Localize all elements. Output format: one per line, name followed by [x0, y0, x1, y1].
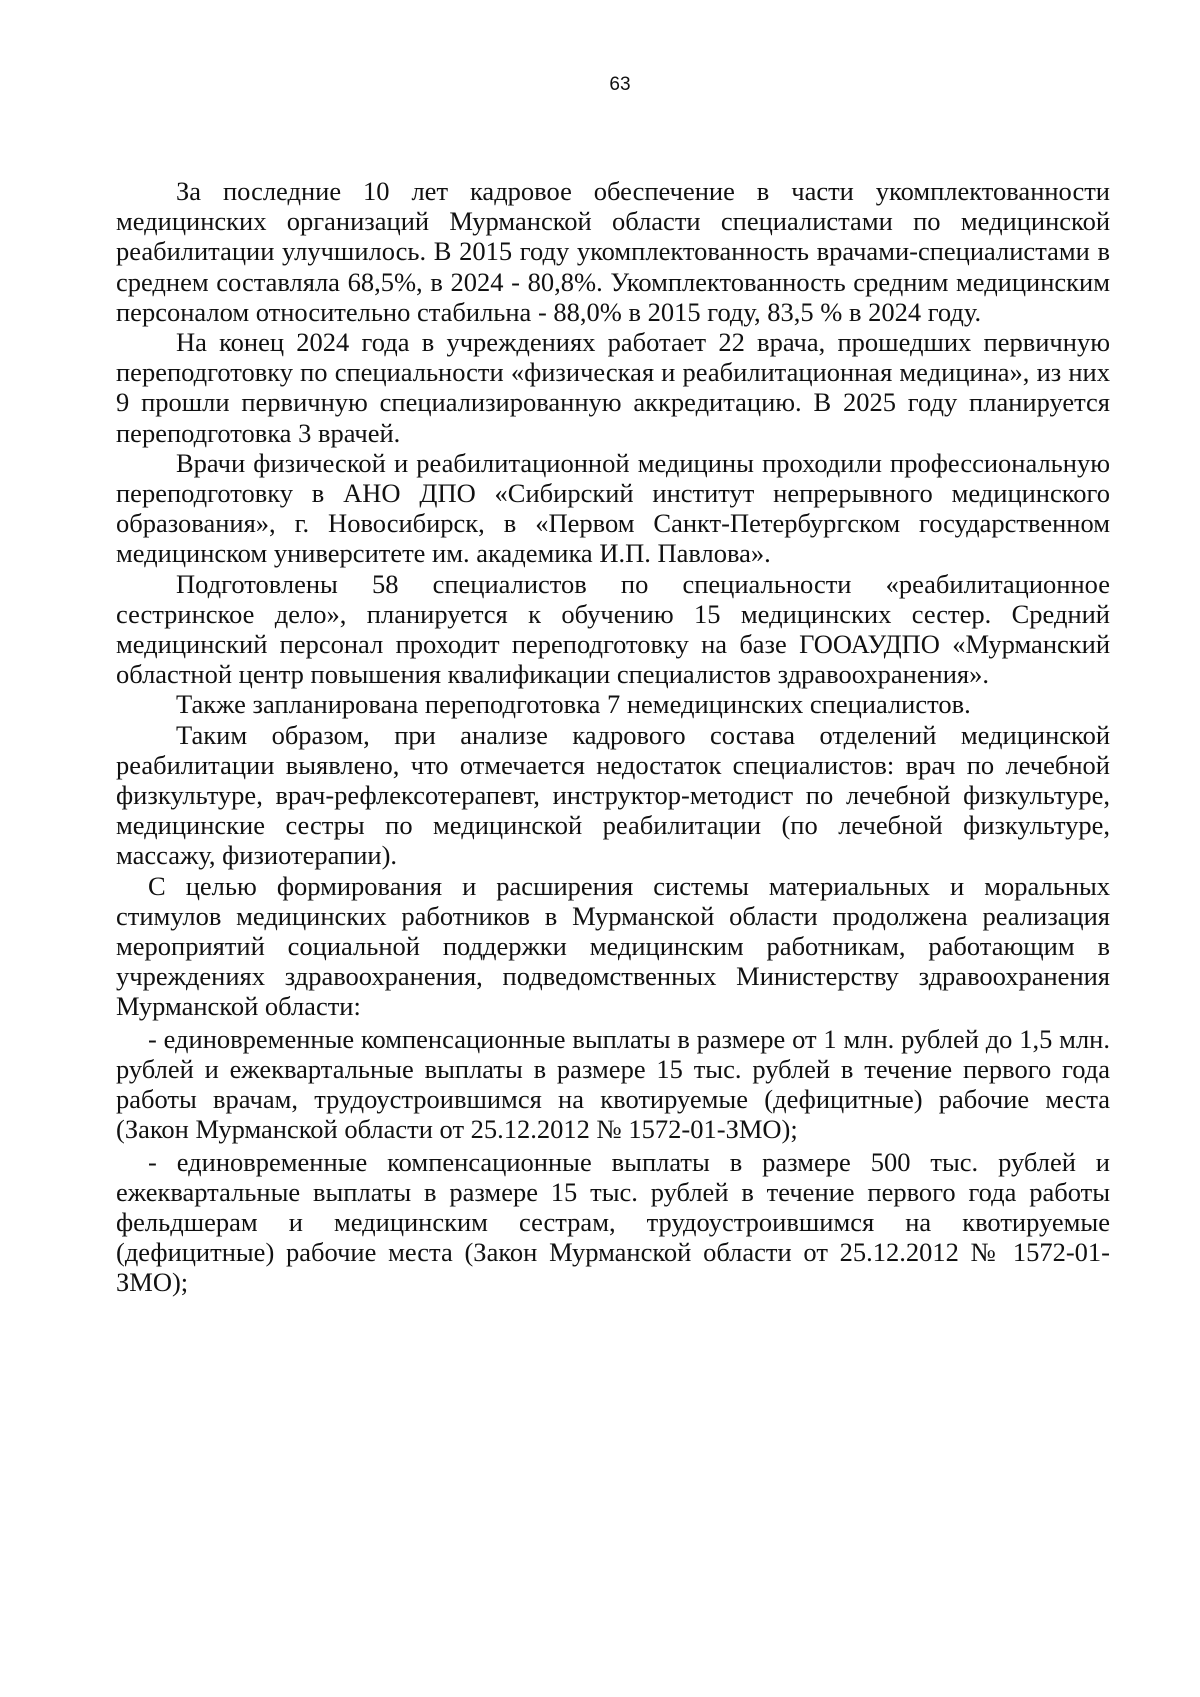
- list-item-doctor-payments: - единовременные компенсационные выплаты в размере от 1 млн. рублей до 1,5 млн. рублей и ежеквартальные выплаты в размере 15 тыс. рублей в течение первого года работы врачам, трудоустроившимся на квотируемые (дефицитные) рабочие места (Закон Мурманской области от 25.12.2012 № 1572-01-ЗМО);: [116, 1023, 1110, 1145]
- paragraph-staff-shortage: Таким образом, при анализе кадрового состава отделений медицинской реабилитации выявлено, что отмечается недостаток специалистов: врач по лечебной физкультуре, врач-рефлексотерапевт, инструктор-методист по лечебной физкультуре, медицинские сестры по медицинской реабилитации (по лечебной физкультуре, массажу, физиотерапии).: [116, 719, 1110, 871]
- list-item-nurse-payments: - единовременные компенсационные выплаты в размере 500 тыс. рублей и ежеквартальные выплаты в размере 15 тыс. рублей в течение первого года работы фельдшерам и медицинским сестрам, трудоустроившимся на квотируемые (дефицитные) рабочие места (Закон Мурманской области от 25.12.2012 № 1572-01-ЗМО);: [116, 1146, 1110, 1298]
- paragraph-social-support: С целью формирования и расширения системы материальных и моральных стимулов медицинских работников в Мурманской области продолжена реализация мероприятий социальной поддержки медицинским работникам, работающим в учреждениях здравоохранения, подведомственных Министерству здравоохранения Мурманской области:: [116, 870, 1110, 1022]
- page-number: 63: [609, 74, 631, 95]
- paragraph-staffing-trends: За последние 10 лет кадровое обеспечение в части укомплектованности медицинских организаций Мурманской области специалистами по медицинской реабилитации улучшилось. В 2015 году укомплектованность врачами-специалистами в среднем составляла 68,5%, в 2024 - 80,8%. Укомплектованность средним медицинским персоналом относительно стабильна - 88,0% в 2015 году, 83,5 % в 2024 году.: [116, 176, 1110, 327]
- document-body: [116, 176, 1110, 1298]
- paragraph-training-institutions: Врачи физической и реабилитационной медицины проходили профессиональную переподготовку в АНО ДПО «Сибирский институт непрерывного медицинского образования», г. Новосибирск, в «Первом Санкт-Петербургском государственном медицинском университете им. академика И.П. Павлова».: [116, 447, 1110, 569]
- paragraph-retraining-doctors: На конец 2024 года в учреждениях работает 22 врача, прошедших первичную переподготовку по специальности «физическая и реабилитационная медицина», из них 9 прошли первичную специализированную аккредитацию. В 2025 году планируется переподготовка 3 врачей.: [116, 327, 1110, 448]
- paragraph-nonmedical-retraining: Также запланирована переподготовка 7 немедицинских специалистов.: [176, 689, 971, 720]
- paragraph-nursing-training: Подготовлены 58 специалистов по специальности «реабилитационное сестринское дело», планируется к обучению 15 медицинских сестер. Средний медицинский персонал проходит переподготовку на базе ГООАУДПО «Мурманский областной центр повышения квалификации специалистов здравоохранения».: [116, 568, 1110, 690]
